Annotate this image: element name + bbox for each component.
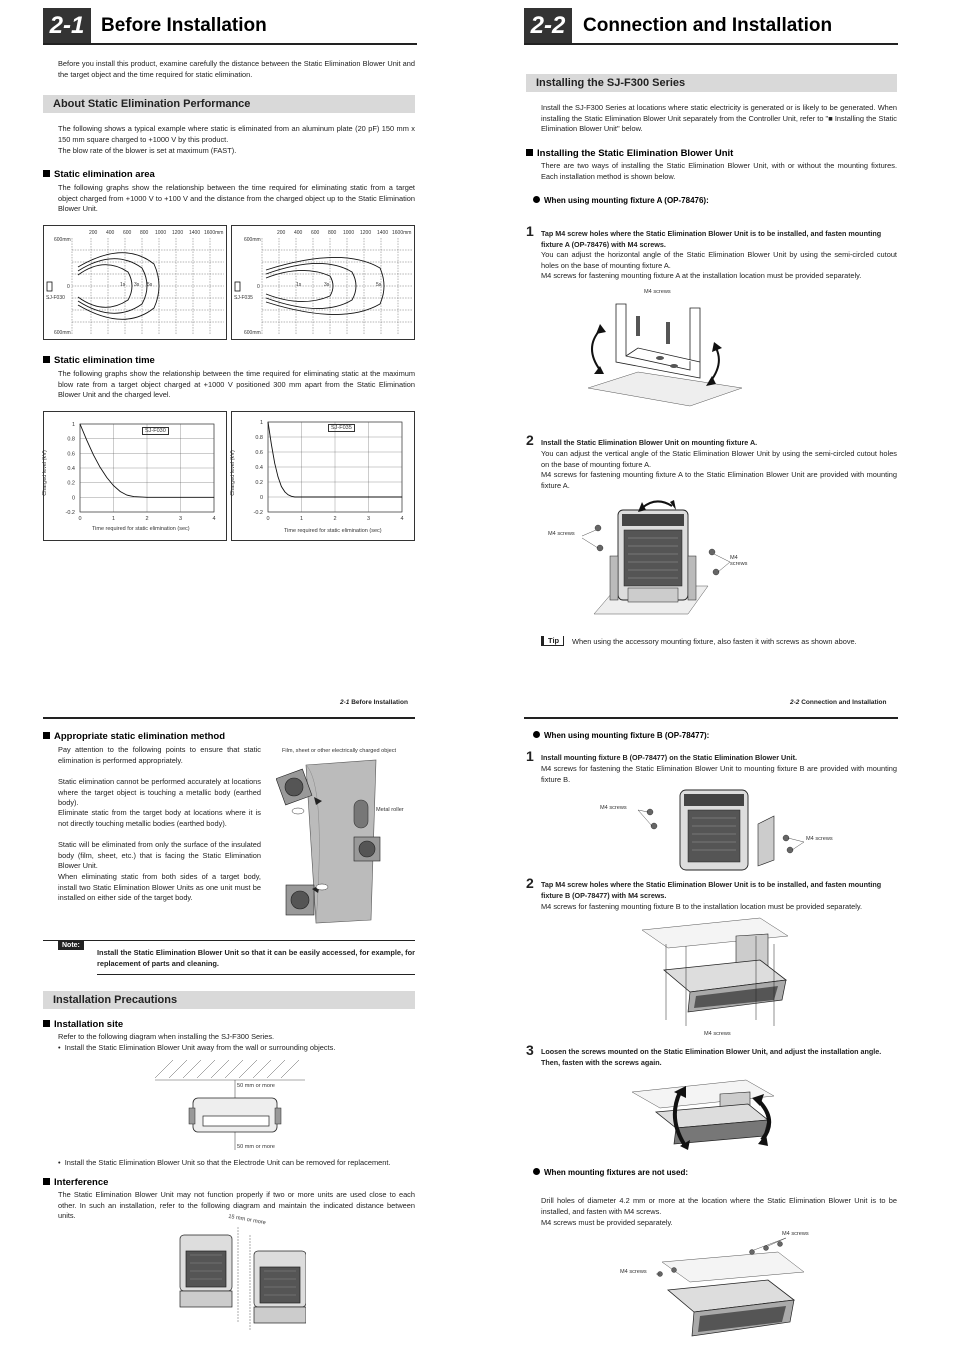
chapter-title-left: Before Installation: [101, 15, 267, 36]
data-point: [107, 477, 108, 478]
data-point: [86, 440, 87, 441]
fixA-step1-body2: M4 screws for fastening mounting fixture A at the installation location must be provided separately.: [541, 271, 862, 280]
data-point: [180, 497, 181, 498]
data-point: [127, 495, 128, 496]
fixB-step1-body: M4 screws for fastening the Static Elimination Blower Unit to mounting fixture B are provided with mounting fixture B.: [541, 764, 897, 784]
x-tick-label: 3: [366, 516, 371, 522]
fixA-heading: When using mounting fixture A (OP-78476):: [533, 196, 709, 205]
site-dim-bottom: 50 mm or more: [237, 1144, 275, 1150]
y-tick-label: 0.2: [67, 480, 75, 487]
area-right-top: 600mm: [244, 237, 261, 243]
time-left-xlabel: Time required for static elimination (sec): [92, 526, 190, 532]
area-right-tick-4: 1000: [343, 230, 355, 236]
data-point: [268, 422, 269, 423]
y-tick-label: 0.6: [255, 450, 263, 456]
data-point: [335, 497, 336, 498]
footer-left: [340, 699, 408, 706]
site-figure: [155, 1058, 305, 1154]
data-point: [274, 463, 275, 464]
area-left-1s: 1s: [120, 282, 126, 288]
data-point: [301, 497, 302, 498]
inst-heading: Installing the Static Elimination Blower Unit: [526, 148, 733, 159]
fixB-step2-figure: [640, 916, 790, 1042]
x-tick-label: 2: [145, 516, 149, 522]
footer-right: [790, 699, 886, 706]
data-point: [133, 496, 134, 497]
interference-figure: [176, 1213, 306, 1343]
x-tick-label: 4: [212, 516, 216, 522]
fixA-step2-bold: Install the Static Elimination Blower Unit on mounting fixture A.: [541, 438, 758, 447]
site-bullet-1: • Install the Static Elimination Blower Unit away from the wall or surrounding objects.: [58, 1043, 336, 1052]
area-left-top: 600mm: [54, 237, 71, 243]
area-right-tick-2: 600: [311, 230, 320, 236]
area-left-tick-2: 600: [123, 230, 132, 236]
x-tick-label: 4: [400, 516, 404, 522]
area-left-5s: 5s: [147, 282, 153, 288]
fixB-step3-bold: Loosen the screws mounted on the Static Elimination Blower Unit, and adjust the installation angle. Then, fasten with the screws again.: [541, 1047, 882, 1067]
fig-roller-label: Metal roller: [376, 807, 404, 813]
note-rule-top: [43, 940, 415, 941]
method-p4: Static will be eliminated from only the surface of the insulated body (film, sheet, etc.) that is facing the Static Elimination Blower Unit.: [58, 840, 261, 871]
area-right-tick-5: 1200: [360, 230, 372, 236]
nofix-fig-left: M4 screws: [620, 1269, 647, 1275]
nofix-body2: M4 screws must be provided separately.: [541, 1218, 673, 1227]
fixB-step1-figure: [598, 784, 842, 874]
chapter-number-right: 2-2: [524, 8, 572, 44]
area-right-model: SJ-F035: [234, 295, 253, 301]
time-right-xlabel: Time required for static elimination (sec): [284, 528, 382, 534]
y-tick-label: 0: [259, 495, 263, 501]
fixA-step1-num: 1: [526, 223, 534, 239]
note-label: Note:: [58, 941, 84, 950]
time-chart-right-svg: [229, 412, 414, 540]
top-rule-left-bottom: [43, 717, 415, 719]
fig-film-label: Film, sheet or other electrically charged object: [282, 748, 397, 754]
footer-left-num: 2-1: [340, 699, 350, 706]
area-left-mid: 0: [67, 284, 70, 290]
area-left-tick-0: 200: [89, 230, 98, 236]
tip-label: Tip: [541, 636, 564, 646]
y-tick-label: 1: [71, 422, 75, 428]
fixA-step1-body: You can adjust the horizontal angle of the Static Elimination Blower Unit by using the semi-circled cutout holes on the base of mounting fixture A.: [541, 250, 897, 270]
data-point: [113, 485, 114, 486]
data-point: [285, 492, 286, 493]
chapter-rule-right: [524, 43, 898, 45]
time-body: The following graphs show the relationship between the time required for eliminating static at the maximum blow rate from a target object charged at +1000 V positioned 300 mm apart from the Static Elimination Blower Unit and the charged level.: [58, 369, 415, 400]
site-body: Refer to the following diagram when installing the SJ-F300 Series.: [58, 1032, 275, 1041]
time-chart-left: [43, 411, 227, 541]
area-right-bottom: 600mm: [244, 330, 261, 336]
interference-heading: Interference: [43, 1177, 108, 1188]
fixA-step1-bold: Tap M4 screw holes where the Static Elimination Blower Unit is to be installed, and fasten mounting fixture A (OP-78476) with M4 screws.: [541, 229, 882, 249]
y-tick-label: 0.4: [67, 466, 75, 472]
fixB-step2-fig-label: M4 screws: [704, 1031, 731, 1037]
area-chart-left: [43, 225, 227, 340]
y-tick-label: 0.8: [255, 435, 263, 441]
time-left-model: SJ-F030: [142, 427, 169, 435]
data-point: [93, 455, 94, 456]
fixB-step2-num: 2: [526, 875, 534, 891]
fixB-step1-fig-left: M4 screws: [600, 805, 627, 811]
data-point: [278, 477, 279, 478]
area-right-tick-1: 400: [294, 230, 303, 236]
data-point: [288, 495, 289, 496]
top-rule-right-bottom: [524, 717, 898, 719]
nofix-body: Drill holes of diameter 4.2 mm or more at the location where the Static Elimination Blower Unit is to be installed, and fasten with M4 screws.: [541, 1196, 897, 1216]
installing-intro: Install the SJ-F300 Series at locations where static electricity is generated or is likely to be generated. When installing the Static Elimination Blower Unit separately from the Controller Unit, refer to "■ Installing the Static Elimination Blower Unit" below.: [541, 103, 897, 134]
area-right-5s: 5s: [376, 282, 382, 288]
area-left-tick-6: 1400: [189, 230, 201, 236]
area-right-3s: 3s: [324, 282, 330, 288]
method-p5: When eliminating static from both sides of a target body, install two Static Elimination Blower Units as one unit must be installed on either side of the target body.: [58, 872, 261, 903]
fixB-heading: When using mounting fixture B (OP-78477):: [533, 731, 709, 740]
tip-text: When using the accessory mounting fixture, also fasten it with screws as shown above.: [572, 637, 857, 646]
area-left-tick-5: 1200: [172, 230, 184, 236]
time-chart-left-svg: [41, 412, 226, 540]
method-p3: Eliminate static from the target body at locations where it is not directly touching metallic bodies (earthed body).: [58, 808, 261, 828]
fixB-step2-bold: Tap M4 screw holes where the Static Elimination Blower Unit is to be installed, and fasten mounting fixture B (OP-78477) with M4 screws.: [541, 880, 882, 900]
time-right-ylabel: Charged level (kV): [229, 450, 236, 496]
data-point: [100, 467, 101, 468]
fixA-step2-fig-left: M4 screws: [548, 531, 575, 537]
method-p2: Static elimination cannot be performed accurately at locations where the target object is touching a metallic body (earthed body).: [58, 777, 261, 808]
performance-body-2: The blow rate of the blower is set at maximum (FAST).: [58, 146, 237, 155]
nofix-figure: [618, 1228, 818, 1344]
fixB-step3-figure: [628, 1078, 778, 1150]
y-tick-label: 0.6: [67, 451, 75, 458]
data-point: [120, 491, 121, 492]
y-tick-label: 0.8: [67, 436, 75, 443]
method-heading: Appropriate static elimination method: [43, 731, 225, 742]
area-left-model: SJ-F030: [46, 295, 65, 301]
data-point: [214, 497, 215, 498]
fixB-step1-bold: Install mounting fixture B (OP-78477) on the Static Elimination Blower Unit.: [541, 753, 797, 762]
fixB-step3-num: 3: [526, 1042, 534, 1058]
area-left-tick-3: 800: [140, 230, 149, 236]
y-tick-label: -0.2: [65, 510, 75, 516]
data-point: [402, 497, 403, 498]
method-figure: [276, 745, 416, 930]
y-tick-label: 1: [259, 420, 263, 426]
area-left-3s: 3s: [134, 282, 140, 288]
area-chart-right: [231, 225, 415, 340]
site-heading: Installation site: [43, 1019, 123, 1030]
interference-body: The Static Elimination Blower Unit may not function properly if two or more units are used close to each other. In such an installation, refer to the following diagram and maintain the indicated distance between units.: [58, 1190, 415, 1221]
x-tick-label: 1: [111, 516, 116, 522]
y-tick-label: 0.2: [255, 480, 263, 486]
area-left-tick-4: 1000: [155, 230, 167, 236]
y-tick-label: 0.4: [255, 465, 263, 471]
data-point: [147, 497, 148, 498]
x-tick-label: 1: [299, 516, 304, 522]
footer-left-text: Before Installation: [351, 699, 408, 706]
note-text: Install the Static Elimination Blower Unit so that it can be easily accessed, for example, for replacement of parts and cleaning.: [97, 948, 415, 968]
fixA-step2-figure: [546, 496, 746, 624]
fixA-step2-body2: M4 screws for fastening mounting fixture A to the Static Elimination Blower Unit are provided with mounting fixture A.: [541, 470, 897, 490]
fixA-step2-body: You can adjust the vertical angle of the Static Elimination Blower Unit by using the semi-circled cutout holes on the base of mounting fixture A.: [541, 449, 897, 469]
area-left-tick-1: 400: [106, 230, 115, 236]
intro-text: Before you install this product, examine carefully the distance between the Static Elimination Blower Unit and the target object and the time required for static elimination.: [58, 59, 415, 79]
performance-body: The following shows a typical example where static is eliminated from an aluminum plate (20 pF) 150 mm x 150 mm square charged to +1000 V by this product.: [58, 124, 415, 144]
y-tick-label: -0.2: [253, 510, 263, 516]
x-tick-label: 3: [178, 516, 183, 522]
fixB-step1-num: 1: [526, 748, 534, 764]
time-chart-right: [231, 411, 415, 541]
x-tick-label: 0: [266, 516, 270, 522]
area-right-tick-0: 200: [277, 230, 286, 236]
area-left-bottom: 600mm: [54, 330, 71, 336]
time-heading: Static elimination time: [43, 355, 155, 366]
footer-right-text: Connection and Installation: [801, 699, 887, 706]
chapter-rule-left: [43, 43, 417, 45]
site-bullet-2: • Install the Static Elimination Blower Unit so that the Electrode Unit can be removed for replacement.: [58, 1158, 391, 1167]
footer-right-num: 2-2: [790, 699, 800, 706]
section-band-installing: Installing the SJ-F300 Series: [526, 74, 897, 92]
data-point: [291, 496, 292, 497]
inst-body: There are two ways of installing the Static Elimination Blower Unit, with or without the mounting fixtures. Each installation method is shown below.: [541, 161, 897, 181]
site-dim-top: 50 mm or more: [237, 1083, 275, 1089]
area-right-mid: 0: [257, 284, 260, 290]
area-right-tick-3: 800: [328, 230, 337, 236]
nofix-fig-top: M4 screws: [782, 1231, 809, 1237]
fixB-step1-fig-right: M4 screws: [806, 836, 833, 842]
fixA-step1-figure: [578, 284, 748, 408]
area-right-tick-7: 1600mm: [392, 230, 412, 236]
method-p1: Pay attention to the following points to ensure that static elimination is performed appropriately.: [58, 745, 261, 765]
x-tick-label: 2: [333, 516, 337, 522]
fixA-step2-num: 2: [526, 432, 534, 448]
data-point: [295, 497, 296, 498]
interference-dim: 15 mm or more: [227, 1213, 267, 1227]
chapter-number-left: 2-1: [43, 8, 91, 44]
area-body: The following graphs show the relationship between the time required for eliminating static from a target object charged from +1000 V to +100 V and the distance from the charged object up to the Static Elimination Blower Unit.: [58, 183, 415, 214]
fixA-step2-fig-right: M4 screws: [730, 555, 748, 567]
area-heading: Static elimination area: [43, 169, 155, 180]
nofix-heading: When mounting fixtures are not used:: [533, 1168, 688, 1177]
time-right-model: SJ-F035: [328, 424, 355, 432]
fixB-step2-body: M4 screws for fastening mounting fixture B to the installation location must be provided separately.: [541, 902, 863, 911]
x-tick-label: 0: [78, 516, 82, 522]
area-right-tick-6: 1400: [377, 230, 389, 236]
data-point: [80, 424, 81, 425]
note-rule-bottom: [97, 974, 415, 975]
section-band-precautions: Installation Precautions: [43, 991, 415, 1009]
section-band-performance: About Static Elimination Performance: [43, 95, 415, 113]
area-left-tick-7: 1600mm: [204, 230, 224, 236]
area-right-1s: 1s: [296, 282, 302, 288]
chapter-title-right: Connection and Installation: [583, 15, 833, 36]
data-point: [281, 486, 282, 487]
fixA-step1-fig-label: M4 screws: [644, 289, 671, 295]
data-point: [271, 444, 272, 445]
time-left-ylabel: Charged level (kV): [41, 450, 48, 496]
y-tick-label: 0: [71, 495, 75, 502]
